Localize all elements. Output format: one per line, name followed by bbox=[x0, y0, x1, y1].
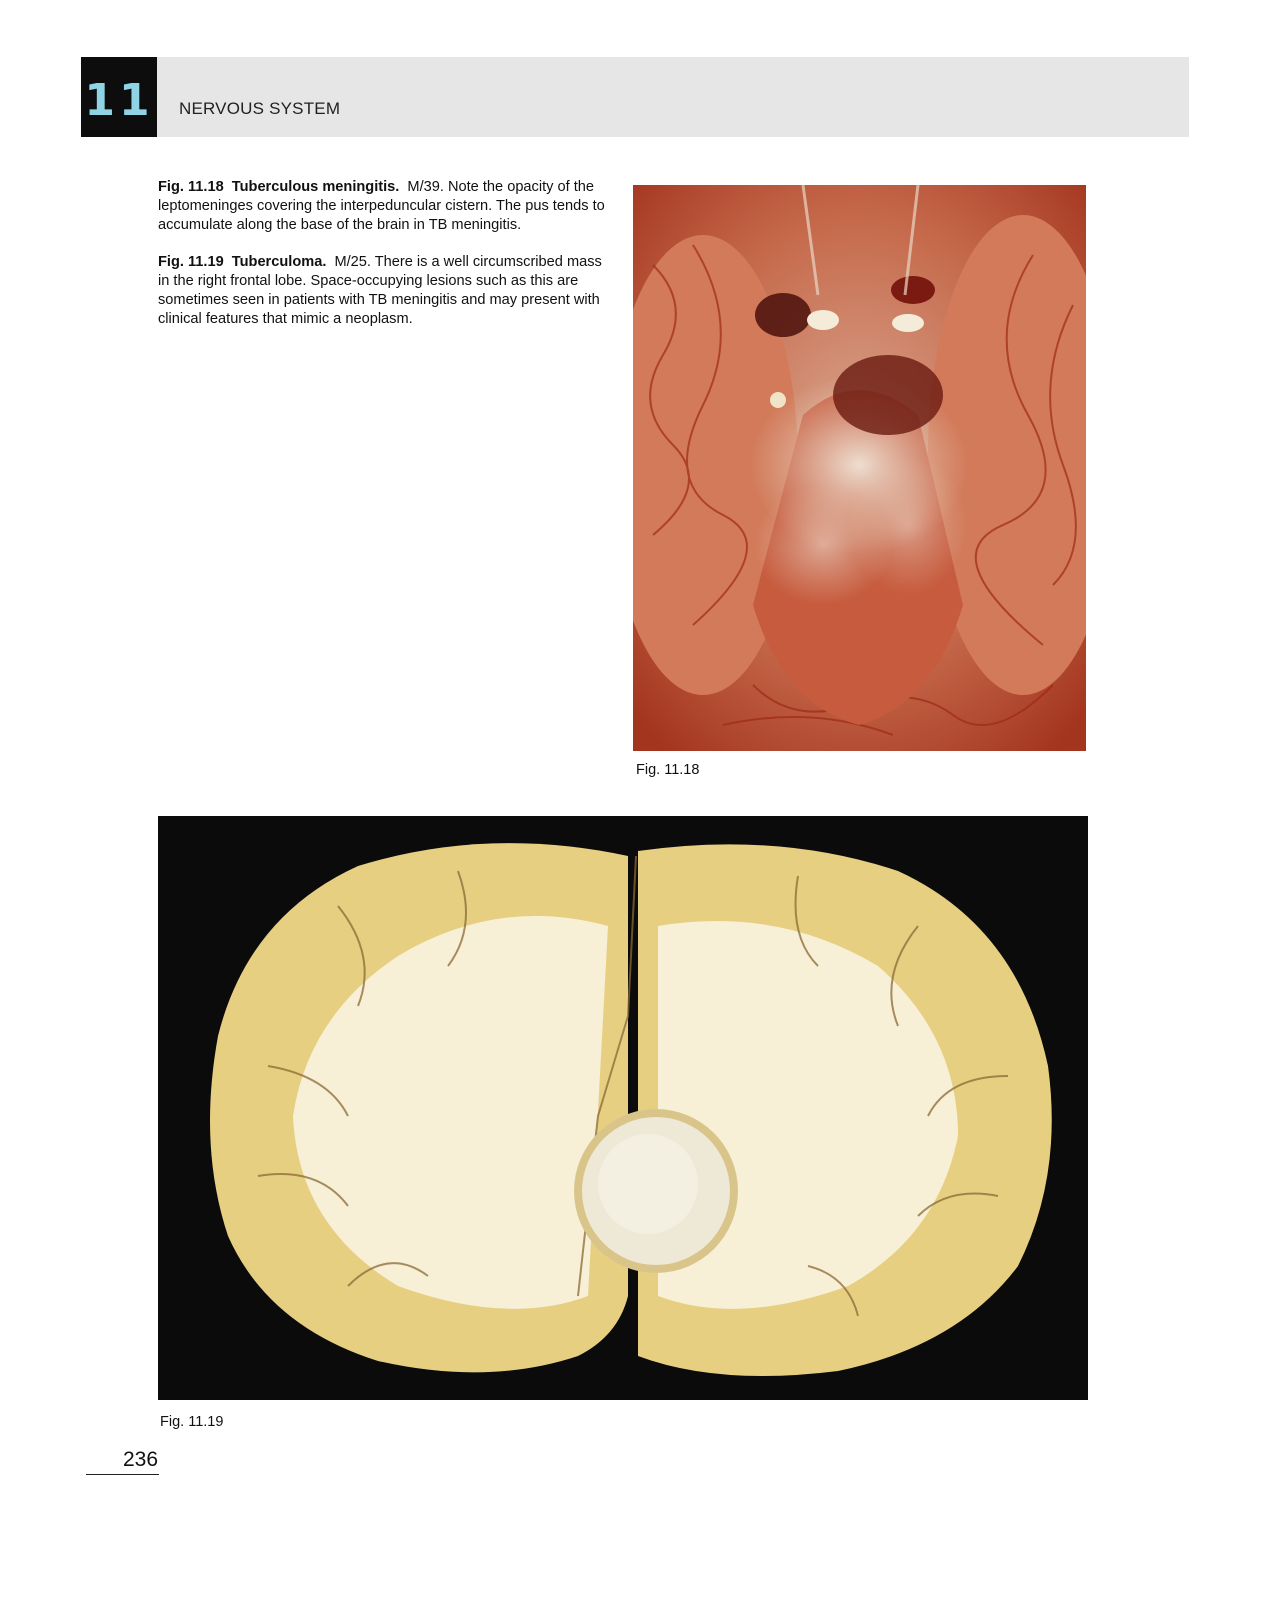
figure-label: Fig. 11.19 bbox=[160, 1414, 224, 1430]
page-number: 236 bbox=[123, 1448, 159, 1471]
page-number-rule bbox=[86, 1474, 159, 1475]
caption-title: Tuberculoma. bbox=[231, 254, 327, 270]
brain-base-photo bbox=[633, 185, 1086, 751]
caption-title: Tuberculous meningitis. bbox=[231, 179, 400, 195]
caption-text: M/25. There is a well circumscribed mass in the right frontal lobe. Space-occupying lesions such as this are sometimes seen in patients with TB meningitis and may present with clinical features that mimic a neoplasm. bbox=[158, 254, 602, 327]
chapter-tab bbox=[81, 57, 157, 137]
caption-figure-ref: Fig. 11.19 bbox=[158, 254, 224, 270]
chapter-number: 11 bbox=[84, 75, 154, 126]
running-header bbox=[157, 57, 1189, 137]
figure-captions bbox=[158, 178, 610, 347]
brain-section-photo bbox=[158, 816, 1088, 1400]
caption-fig-11-18 bbox=[158, 178, 610, 235]
caption-figure-ref: Fig. 11.18 bbox=[158, 179, 224, 195]
caption-text: M/39. Note the opacity of the leptomeninges covering the interpeduncular cistern. The pus tends to accumulate along the base of the brain in TB meningitis. bbox=[158, 179, 605, 233]
section-title: NERVOUS SYSTEM bbox=[179, 99, 341, 118]
figure-label: Fig. 11.18 bbox=[636, 762, 700, 778]
caption-fig-11-19 bbox=[158, 253, 610, 329]
